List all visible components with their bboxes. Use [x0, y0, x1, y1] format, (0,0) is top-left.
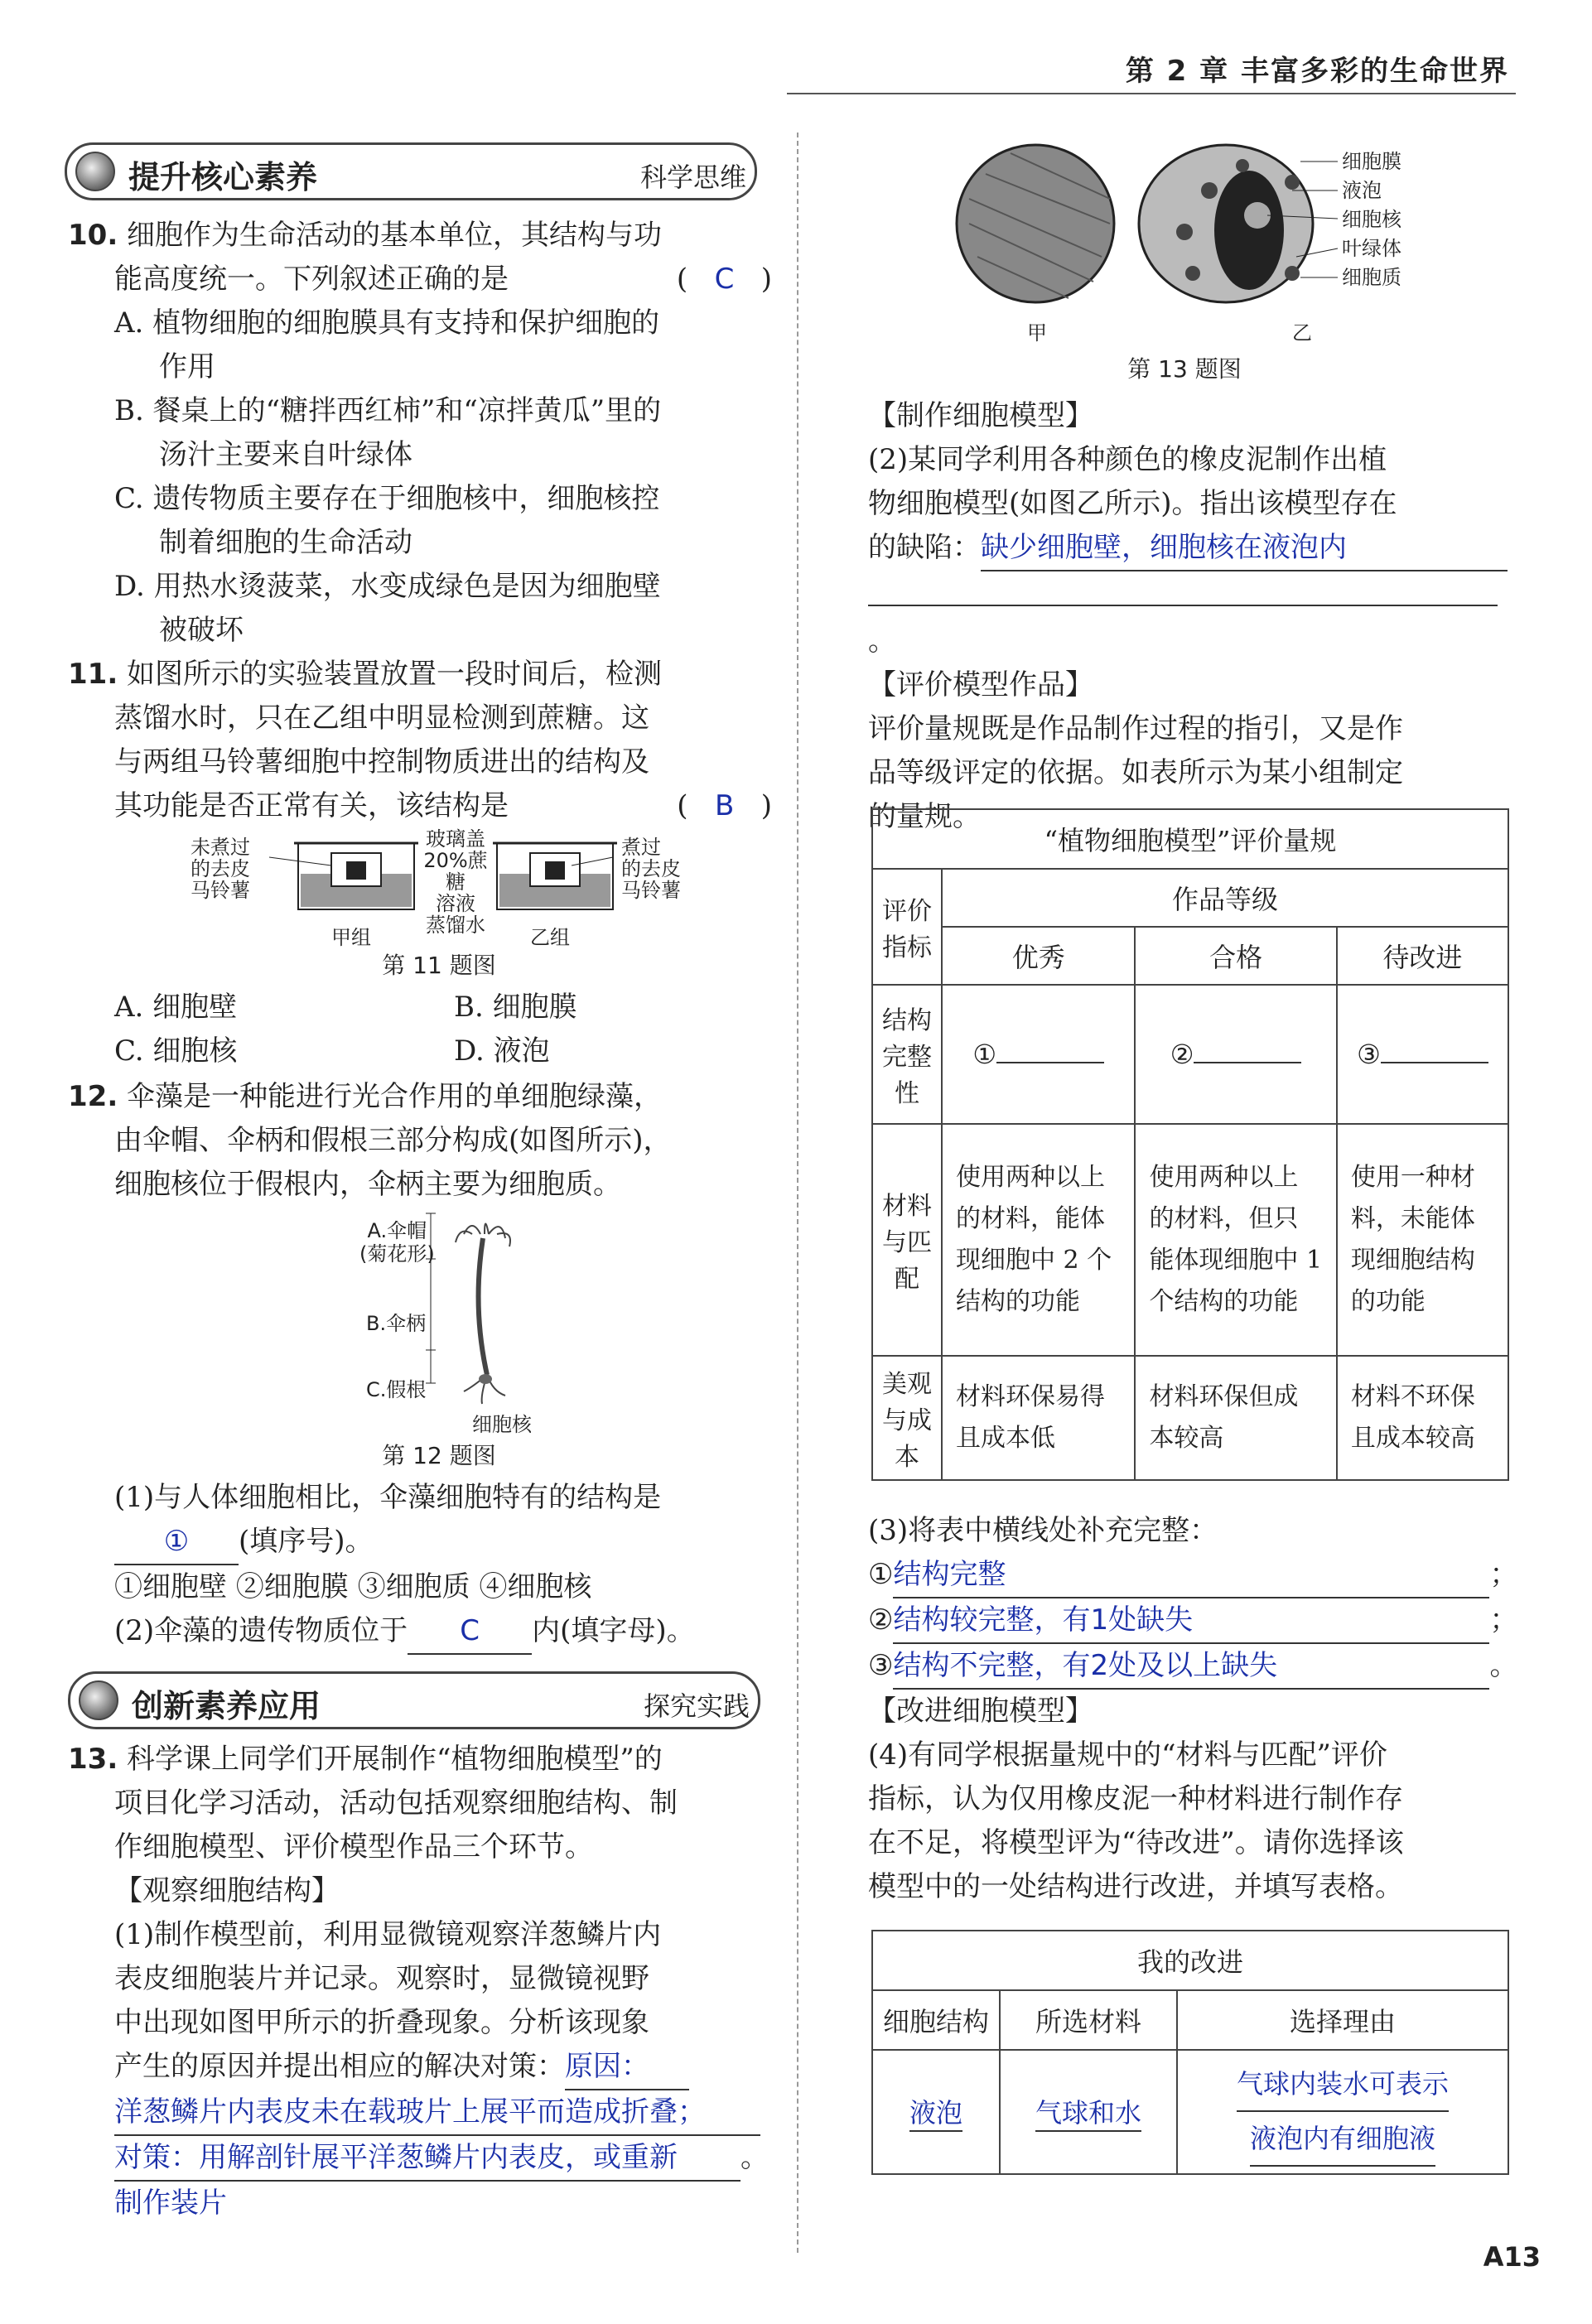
- part2-text: 的缺陷：: [868, 531, 981, 564]
- section-tag: 探究实践: [643, 1690, 750, 1722]
- col-material: 所选材料: [1000, 1990, 1177, 2050]
- section-title: 创新素养应用: [132, 1688, 321, 1724]
- part3-prompt: (3)将表中横线处补充完整：: [868, 1514, 1218, 1547]
- bullet-ball-icon: [75, 152, 115, 191]
- label-nucleus: 细胞核: [472, 1413, 532, 1436]
- question-13: 13. 科学课上同学们开展制作“植物细胞模型”的 项目化学习活动，活动包括观察细胞结构、制 作细胞模型、评价模型作品三个环节。 【观察细胞结构】 (1)制作模型前，利用显微镜观察洋葱鳞片内 表皮细胞装片并记录。观察时，显微镜视野 中出现如图甲所示的折叠现象。分析该现象 产生的原因并提出相应的解决对策：原因： 洋葱鳞片内表皮未在载玻片上展平而造成折叠； 对策：用解剖针展平洋葱鳞片内表皮，或重新 。 制作装片: [68, 1738, 780, 2225]
- question-stem: 细胞作为生命活动的基本单位，其结构与功: [127, 219, 663, 252]
- answer-reason: 气球内装水可表示: [1237, 2057, 1449, 2112]
- question-stem: 细胞核位于假根内，伞柄主要为细胞质。: [114, 1168, 621, 1201]
- label-rhizoid: C.假根: [366, 1378, 427, 1401]
- fill-answer-1: 结构完整: [893, 1553, 1489, 1598]
- answer-reason: 液泡内有细胞液: [1250, 2112, 1435, 2167]
- part4-text: 在不足，将模型评为“待改进”。请你选择该: [868, 1826, 1404, 1859]
- figure-12-caption: 第 12 题图: [382, 1442, 496, 1469]
- q13-part3-4: (3)将表中横线处补充完整： ①结构完整 ； ②结构较完整，有1处缺失 ； ③结构不完整，有2处及以上缺失 。 【改进细胞模型】 (4)有同学根据量规中的“材料与匹配”评价 指标，认为仅用橡皮泥一种材料进行制作存 在不足，将模型评为“待改进”。请你选择该 模型中的一处结构进行改进，并填写表格。: [868, 1509, 1522, 1909]
- cell: 使用一种材料，未能体现细胞结构的功能: [1337, 1124, 1508, 1356]
- question-stem: 蒸馏水时，只在乙组中明显检测到蔗糖。这: [114, 702, 649, 735]
- header-rule: [787, 93, 1516, 94]
- fill-answer-3: 结构不完整，有2处及以上缺失: [893, 1644, 1489, 1690]
- option-d: D. 液泡: [454, 1034, 550, 1068]
- part1-text: 表皮细胞装片并记录。观察时，显微镜视野: [114, 1962, 649, 1995]
- q11-options: [114, 986, 777, 1073]
- label: 细胞质: [1342, 266, 1401, 289]
- part1-answer: 洋葱鳞片内表皮未在载玻片上展平而造成折叠；: [114, 2090, 760, 2136]
- cell-blank-3: ③: [1357, 1039, 1381, 1070]
- question-stem: 其功能是否正常有关，该结构是: [114, 789, 509, 822]
- part4-text: 模型中的一处结构进行改进，并填写表格。: [868, 1870, 1403, 1903]
- label-yi: 乙: [1292, 321, 1312, 345]
- option-d: D. 用热水烫菠菜，水变成绿色是因为细胞壁: [114, 570, 661, 603]
- q12-part1-tail: (填序号)。: [239, 1525, 374, 1558]
- level-excellent: 优秀: [942, 927, 1135, 985]
- part1-text: 中出现如图甲所示的折叠现象。分析该现象: [114, 2006, 649, 2039]
- label-jia: 甲: [1027, 321, 1047, 345]
- label-middle: 玻璃盖 20%蔗糖 溶液 蒸馏水: [423, 827, 488, 937]
- option-a: A. 细胞壁: [114, 991, 238, 1024]
- q12-part1: (1)与人体细胞相比，伞藻细胞特有的结构是: [114, 1481, 662, 1514]
- figure-13: [944, 133, 1441, 348]
- cell-blank-1: ①: [972, 1039, 997, 1070]
- label: 液泡: [1342, 179, 1382, 202]
- row-appearance: 美观与成本: [872, 1356, 942, 1480]
- question-10: 10. 细胞作为生命活动的基本单位，其结构与功 能高度统一。下列叙述正确的是 ( C ) A. 植物细胞的细胞膜具有支持和保护细胞的 作用 B. 餐桌上的“糖拌西红柿”和“凉拌黄瓜”里的 汤汁主要来自叶绿体 C. 遗传物质主要存在于细胞核中，细胞核控 制着细胞的生命活动 D. 用热水烫菠菜，水变成绿色是因为细胞壁 被破坏: [68, 214, 780, 653]
- subheading: 【观察细胞结构】: [114, 1874, 340, 1907]
- option-a: A. 植物细胞的细胞膜具有支持和保护细胞的: [114, 306, 660, 340]
- fill-answer-2: 结构较完整，有1处缺失: [893, 1598, 1489, 1644]
- q13-right-column: 【制作细胞模型】 (2)某同学利用各种颜色的橡皮泥制作出植 物细胞模型(如图乙所示)。指出该模型存在 的缺陷：缺少细胞壁，细胞核在液泡内 。 【评价模型作品】 评价量规既是作品制作过程的指引，又是作 品等级评定的依据。如表所示为某小组制定 的量规。: [868, 394, 1514, 839]
- section-title: 提升核心素养: [128, 159, 318, 195]
- subheading: 【改进细胞模型】: [868, 1695, 1093, 1728]
- cell: 使用两种以上的材料，能体现细胞中 2 个结构的功能: [942, 1124, 1135, 1356]
- part1-text: 产生的原因并提出相应的解决对策：: [114, 2050, 565, 2083]
- rubric-title: “植物细胞模型”评价量规: [872, 809, 1508, 869]
- option-b: B. 细胞膜: [454, 991, 577, 1024]
- part2-answer: 缺少细胞壁，细胞核在液泡内: [981, 526, 1508, 571]
- question-12: [68, 1075, 780, 1207]
- option-c: C. 细胞核: [114, 1034, 238, 1068]
- part4-text: (4)有同学根据量规中的“材料与匹配”评价: [868, 1738, 1387, 1772]
- col-reason: 选择理由: [1177, 1990, 1508, 2050]
- question-stem: 与两组马铃薯细胞中控制物质进出的结构及: [114, 745, 649, 779]
- answer-material: 气球和水: [1035, 2092, 1141, 2132]
- option-b: B. 餐桌上的“糖拌西红柿”和“凉拌黄瓜”里的: [114, 394, 662, 427]
- q12-part2-tail: 内(填字母)。: [532, 1614, 695, 1647]
- cell: 材料不环保且成本较高: [1337, 1356, 1508, 1480]
- q12-part2: (2)伞藻的遗传物质位于: [114, 1614, 408, 1647]
- part1-answer: 原因：: [565, 2045, 689, 2090]
- figure-11-caption: 第 11 题图: [382, 952, 496, 979]
- question-11: 11. 如图所示的实验装置放置一段时间后，检测 蒸馏水时，只在乙组中明显检测到蔗糖。这 与两组马铃薯细胞中控制物质进出的结构及 其功能是否正常有关，该结构是 ( B ): [68, 653, 780, 828]
- question-stem: 能高度统一。下列叙述正确的是: [114, 263, 509, 296]
- part1-answer: 对策：用解剖针展平洋葱鳞片内表皮，或重新: [114, 2136, 741, 2182]
- question-stem: 项目化学习活动，活动包括观察细胞结构、制: [114, 1786, 678, 1820]
- question-number: 11.: [68, 658, 118, 691]
- cell-blank-2: ②: [1170, 1039, 1194, 1070]
- answer-choice: B: [714, 789, 735, 822]
- q12-part1-answer: ①: [114, 1520, 239, 1565]
- cell-labels: [1342, 147, 1401, 292]
- figure-12: [348, 1209, 596, 1436]
- label-left: 未煮过 的去皮 马铃薯: [191, 836, 250, 902]
- row-structure: 结构完整性: [872, 985, 942, 1124]
- label-right: 煮过 的去皮 马铃薯: [621, 836, 681, 902]
- option-c-cont: 制着细胞的生命活动: [159, 526, 412, 559]
- row-material: 材料与匹配: [872, 1124, 942, 1356]
- question-stem: 作细胞模型、评价模型作品三个环节。: [114, 1830, 593, 1864]
- col-structure: 细胞结构: [872, 1990, 1000, 2050]
- part1-text: (1)制作模型前，利用显微镜观察洋葱鳞片内: [114, 1918, 662, 1951]
- q12-parts: [114, 1476, 785, 1655]
- question-number: 10.: [68, 219, 118, 252]
- question-stem: 由伞帽、伞柄和假根三部分构成(如图所示)，: [114, 1124, 672, 1157]
- question-stem: 科学课上同学们开展制作“植物细胞模型”的: [127, 1743, 663, 1776]
- answer-structure: 液泡: [909, 2092, 962, 2132]
- part1-answer: 制作装片: [114, 2187, 227, 2220]
- cell: 材料环保但成本较高: [1135, 1356, 1336, 1480]
- level-pass: 合格: [1135, 927, 1336, 985]
- label-cap: A.伞帽 (菊花形): [359, 1219, 435, 1266]
- part3-text: 品等级评定的依据。如表所示为某小组制定: [868, 756, 1403, 789]
- column-divider: [797, 133, 798, 2253]
- option-a-cont: 作用: [159, 350, 215, 383]
- rubric-table: [871, 808, 1509, 1481]
- part2-text: (2)某同学利用各种颜色的橡皮泥制作出植: [868, 443, 1387, 476]
- page-number: A13: [1483, 2241, 1541, 2273]
- part3-text: 评价量规既是作品制作过程的指引，又是作: [868, 712, 1403, 745]
- section-banner-1: [65, 142, 757, 200]
- option-d-cont: 被破坏: [159, 614, 244, 647]
- q12-options: ①细胞壁 ②细胞膜 ③细胞质 ④细胞核: [114, 1570, 592, 1603]
- cell: 使用两种以上的材料，但只能体现细胞中 1 个结构的功能: [1135, 1124, 1336, 1356]
- chapter-header: 第 2 章 丰富多彩的生命世界: [1125, 55, 1509, 88]
- option-c: C. 遗传物质主要存在于细胞核中，细胞核控: [114, 482, 660, 515]
- cell: 材料环保易得且成本低: [942, 1356, 1135, 1480]
- bullet-ball-icon: [79, 1680, 118, 1720]
- section-banner-2: [68, 1671, 760, 1729]
- part4-text: 指标，认为仅用橡皮泥一种材料进行制作存: [868, 1782, 1403, 1815]
- part3-text: 的量规。: [868, 800, 981, 833]
- blank-line: [868, 571, 1498, 606]
- label: 细胞核: [1342, 208, 1401, 231]
- group-b-label: 乙组: [530, 926, 570, 949]
- figure-13-caption: 第 13 题图: [1127, 355, 1242, 383]
- subheading: 【制作细胞模型】: [868, 399, 1093, 432]
- improvement-table: [871, 1930, 1509, 2175]
- level-improve: 待改进: [1337, 927, 1508, 985]
- label-stalk: B.伞柄: [366, 1312, 427, 1335]
- question-number: 13.: [68, 1743, 118, 1776]
- subheading: 【评价模型作品】: [868, 668, 1093, 702]
- option-b-cont: 汤汁主要来自叶绿体: [159, 438, 412, 471]
- part2-text: 物细胞模型(如图乙所示)。指出该模型存在: [868, 487, 1397, 520]
- label: 叶绿体: [1342, 237, 1401, 260]
- q12-part2-answer: C: [408, 1609, 532, 1655]
- question-number: 12.: [68, 1080, 118, 1113]
- figure-11: [182, 828, 696, 952]
- label: 细胞膜: [1342, 150, 1401, 173]
- answer-choice: C: [714, 263, 735, 296]
- question-stem: 如图所示的实验装置放置一段时间后，检测: [127, 658, 663, 691]
- section-tag: 科学思维: [639, 162, 746, 193]
- group-a-label: 甲组: [331, 926, 371, 949]
- question-stem: 伞藻是一种能进行光合作用的单细胞绿藻，: [127, 1080, 663, 1113]
- rubric-indicator-header: 评价指标: [872, 869, 942, 985]
- improve-title: 我的改进: [872, 1931, 1508, 1990]
- rubric-grade-header: 作品等级: [942, 869, 1508, 927]
